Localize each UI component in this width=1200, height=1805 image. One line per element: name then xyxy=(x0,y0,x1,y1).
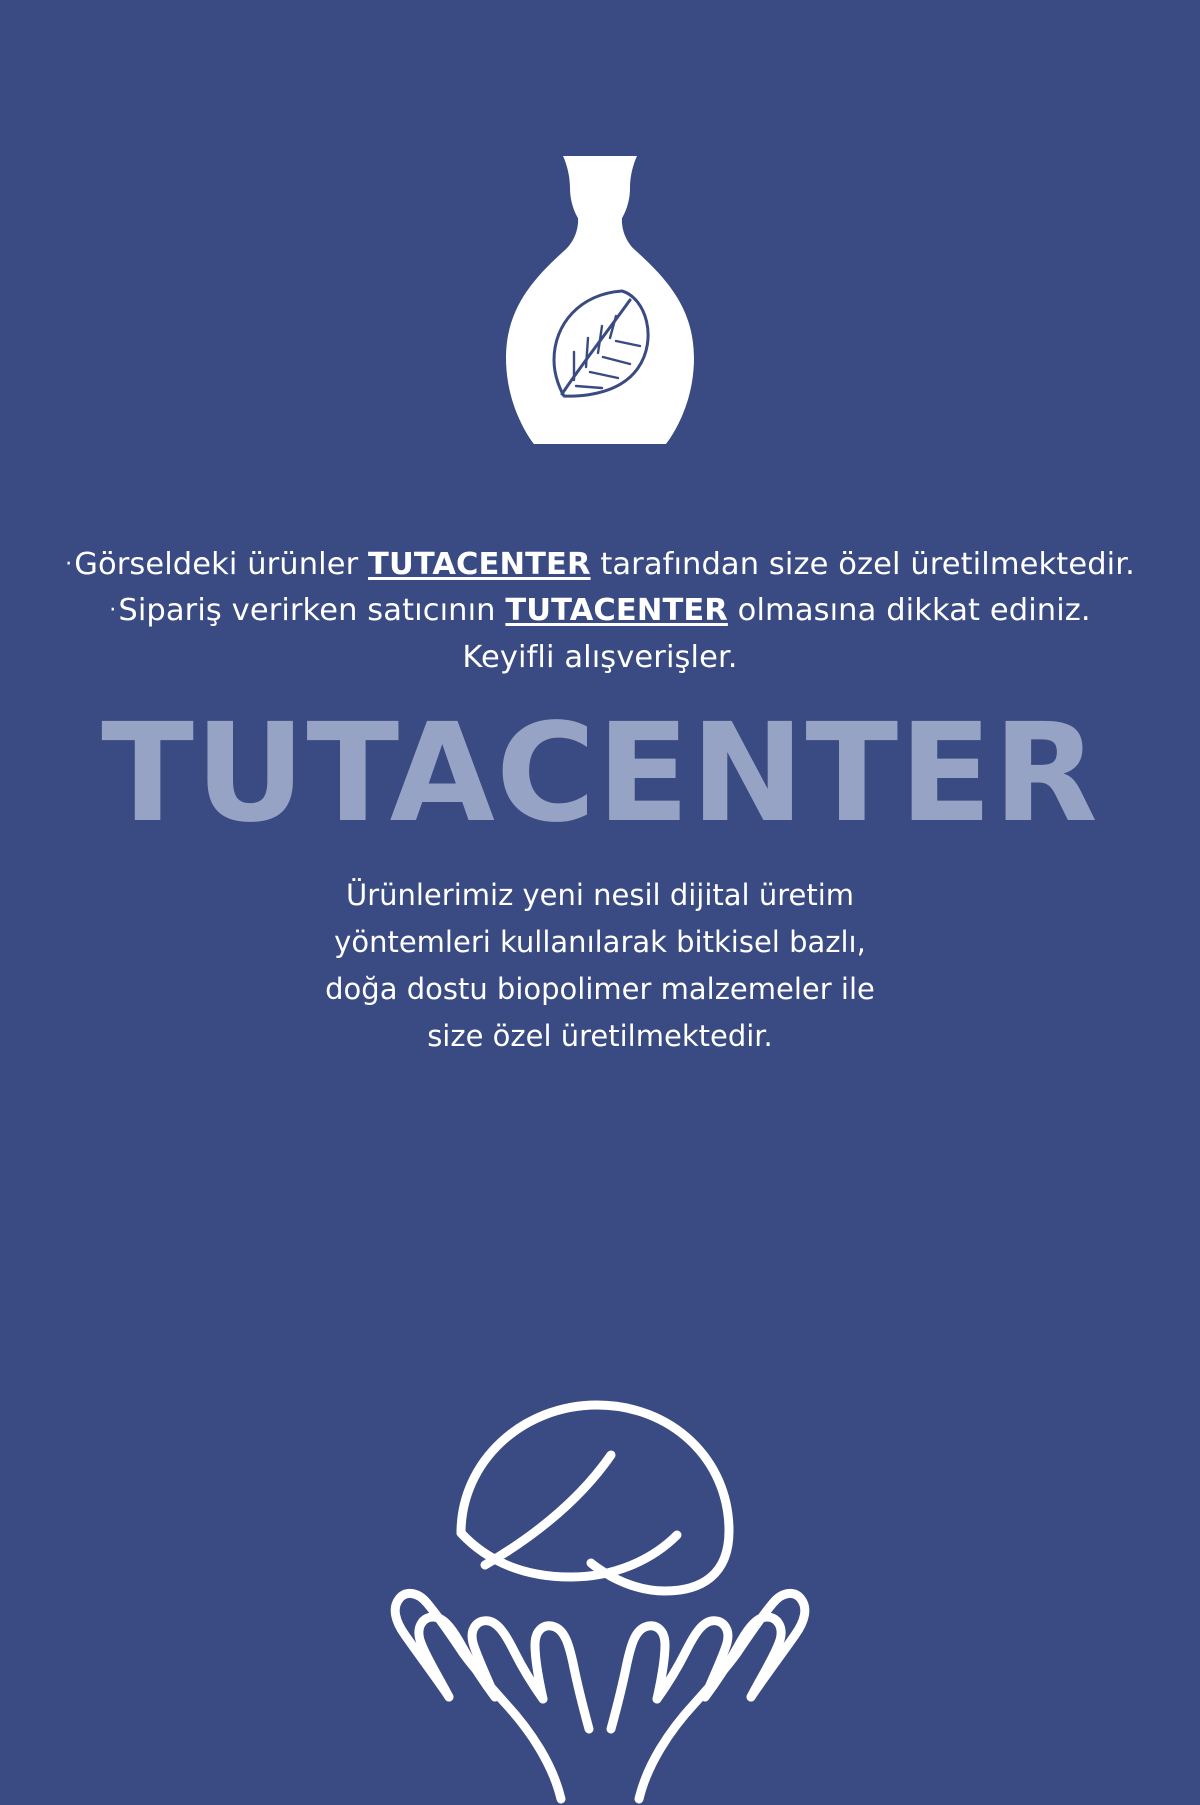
description-line-4: size özel üretilmektedir. xyxy=(427,1018,773,1053)
vase-with-leaf-icon xyxy=(470,148,730,458)
hands-holding-leaf-icon xyxy=(365,1385,835,1805)
description-line-2: yöntemleri kullanılarak bitkisel bazlı, xyxy=(334,924,866,959)
notice-line-2-after: olmasına dikkat ediniz. xyxy=(727,593,1091,629)
brand-wordmark: TUTACENTER xyxy=(101,695,1099,854)
notice-line-1-after: tarafından size özel üretilmektedir. xyxy=(590,547,1135,582)
description-line-1: Ürünlerimiz yeni nesil dijital üretim xyxy=(345,877,855,912)
notice-line-1 xyxy=(20,542,1180,588)
description-block xyxy=(150,872,1050,1060)
notice-line-1-before: Görseldeki ürünler xyxy=(74,547,369,582)
bullet-icon: · xyxy=(109,598,117,624)
notice-line-1-brand: TUTACENTER xyxy=(368,547,591,582)
notice-line-2-before: Sipariş verirken satıcının xyxy=(118,593,506,629)
notice-block xyxy=(20,542,1180,681)
notice-line-2 xyxy=(20,588,1180,634)
notice-line-2-brand: TUTACENTER xyxy=(505,593,728,629)
description-line-3: doğa dostu biopolimer malzemeler ile xyxy=(325,971,875,1006)
bullet-icon: · xyxy=(65,552,73,577)
notice-line-3: Keyifli alışverişler. xyxy=(462,639,738,675)
